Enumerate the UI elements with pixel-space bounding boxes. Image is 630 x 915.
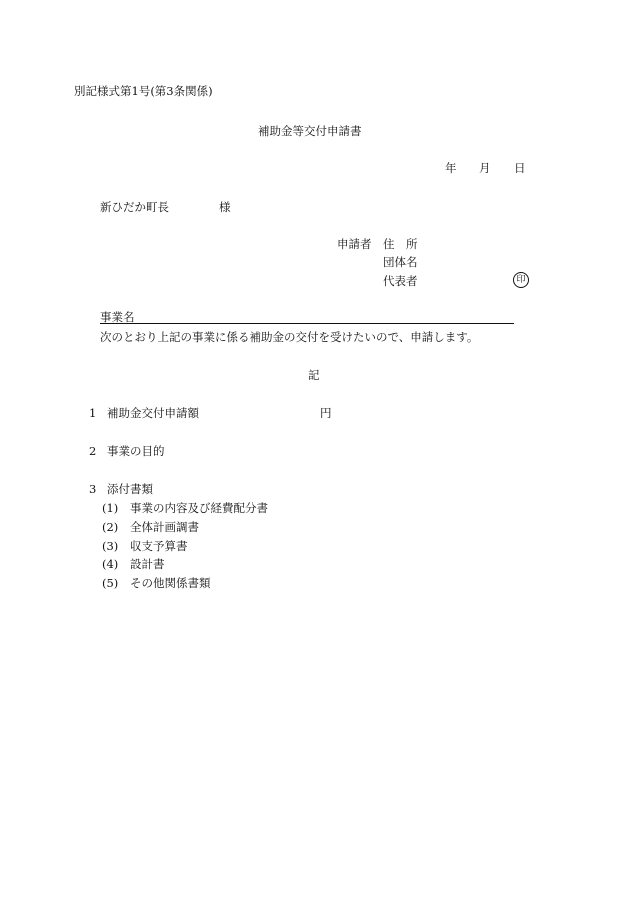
addressee-name: 新ひだか町長 — [100, 200, 169, 214]
date-month: 月 — [479, 161, 491, 175]
attachment-4-number: (4) — [102, 557, 119, 571]
applicant-group-label: 団体名 — [383, 255, 418, 269]
applicant-address-label: 住 所 — [383, 237, 418, 251]
form-label: 別記様式第1号(第3条関係) — [74, 84, 213, 98]
item-2-label: 事業の目的 — [107, 444, 165, 458]
attachment-5-label: その他関係書類 — [130, 576, 211, 590]
item-1-number: 1 — [89, 406, 97, 420]
addressee-honorific: 様 — [219, 200, 231, 214]
ki-heading: 記 — [308, 368, 320, 382]
attachment-2-number: (2) — [102, 520, 119, 534]
attachment-3-label: 収支予算書 — [130, 539, 188, 553]
item-1-label: 補助金交付申請額 — [107, 406, 199, 420]
item-1-unit: 円 — [320, 406, 332, 420]
date-year: 年 — [445, 161, 457, 175]
attachment-4-label: 設計書 — [130, 557, 165, 571]
date-day: 日 — [514, 161, 526, 175]
attachment-1-number: (1) — [102, 501, 119, 515]
attachment-1-label: 事業の内容及び経費配分書 — [130, 501, 268, 515]
attachment-2-label: 全体計画調書 — [130, 520, 199, 534]
request-statement: 次のとおり上記の事業に係る補助金の交付を受けたいので、申請します。 — [100, 330, 479, 344]
applicant-representative-label: 代表者 — [383, 274, 418, 288]
item-3-label: 添付書類 — [107, 482, 153, 496]
applicant-label: 申請者 — [337, 237, 372, 251]
seal-mark-icon: 印 — [513, 272, 529, 288]
item-2-number: 2 — [89, 444, 97, 458]
attachment-3-number: (3) — [102, 539, 119, 553]
attachment-5-number: (5) — [102, 576, 119, 590]
item-3-number: 3 — [89, 482, 97, 496]
project-name-label: 事業名 — [100, 310, 135, 324]
project-name-line — [100, 309, 514, 324]
document-title: 補助金等交付申請書 — [258, 124, 362, 138]
